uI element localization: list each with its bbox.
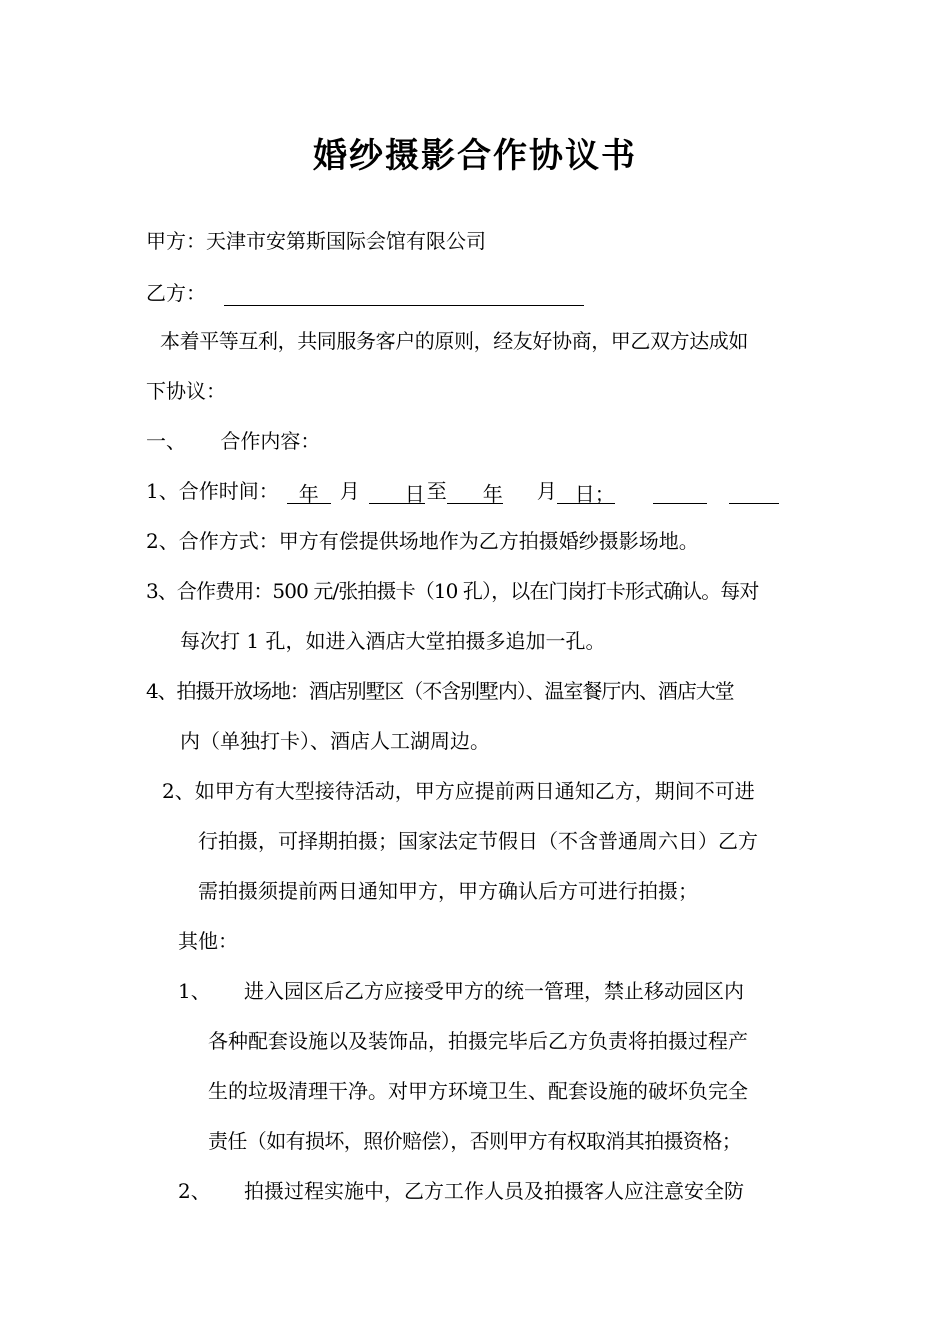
- other-1-line-2: 各种配套设施以及装饰品，拍摄完毕后乙方负责将拍摄过程产: [208, 1029, 748, 1053]
- time-year-2: 年: [447, 481, 503, 504]
- time-blank-2: [729, 481, 779, 504]
- shooting-venue-line-2: 内（单独打卡）、酒店人工湖周边。: [180, 729, 490, 753]
- intro-line-2: 下协议：: [146, 379, 226, 403]
- shooting-venue-line-1: 4、拍摄开放场地：酒店别墅区（不含别墅内）、温室餐厅内、酒店大堂: [146, 679, 734, 703]
- time-month-2: 月: [536, 479, 557, 503]
- time-to: 至: [426, 479, 447, 503]
- notice-line-3: 需拍摄须提前两日通知甲方，甲方确认后方可进行拍摄；: [198, 879, 698, 903]
- other-heading: 其他：: [178, 929, 238, 953]
- other-1-line-4: 责任（如有损坏，照价赔偿），否则甲方有权取消其拍摄资格；: [208, 1129, 742, 1153]
- section-1-title: 合作内容：: [220, 429, 321, 453]
- other-2-line-1: 拍摄过程实施中，乙方工作人员及拍摄客人应注意安全防: [244, 1179, 744, 1203]
- document-title: 婚纱摄影合作协议书: [313, 136, 637, 176]
- other-1-line-1: 进入园区后乙方应接受甲方的统一管理，禁止移动园区内: [244, 979, 744, 1003]
- notice-line-2: 行拍摄，可择期拍摄；国家法定节假日（不含普通周六日）乙方: [198, 829, 758, 853]
- intro-line-1: 本着平等互利，共同服务客户的原则，经友好协商，甲乙双方达成如: [160, 329, 748, 353]
- notice-line-1: 2、如甲方有大型接待活动，甲方应提前两日通知乙方，期间不可进: [162, 779, 755, 803]
- time-month-1: 月: [339, 479, 360, 503]
- time-label: 1、合作时间：: [146, 479, 279, 503]
- cooperation-fee-line-2: 每次打 1 孔，如进入酒店大堂拍摄多追加一孔。: [180, 629, 606, 653]
- section-1-heading: [146, 428, 320, 454]
- time-blank-1: [653, 481, 707, 504]
- time-day-1: 日: [369, 481, 425, 504]
- time-day-2: 日；: [557, 481, 615, 504]
- party-a-line: 甲方：天津市安第斯国际会馆有限公司: [146, 229, 486, 253]
- other-2-number: 2、: [178, 1179, 211, 1203]
- other-1-line-3: 生的垃圾清理干净。对甲方环境卫生、配套设施的破坏负完全: [208, 1079, 748, 1103]
- section-1-number: 一、: [146, 429, 186, 453]
- cooperation-time-line: [146, 478, 779, 504]
- cooperation-method-line: 2、合作方式：甲方有偿提供场地作为乙方拍摄婚纱摄影场地。: [146, 529, 699, 553]
- other-1-number: 1、: [178, 979, 211, 1003]
- time-year-1: 年: [287, 481, 331, 504]
- party-b-label: 乙方：: [146, 281, 206, 305]
- cooperation-fee-line-1: 3、合作费用：500 元/张拍摄卡（10 孔），以在门岗打卡形式确认。每对: [146, 579, 759, 603]
- party-b-blank: [224, 283, 584, 306]
- party-b-line: [146, 280, 584, 306]
